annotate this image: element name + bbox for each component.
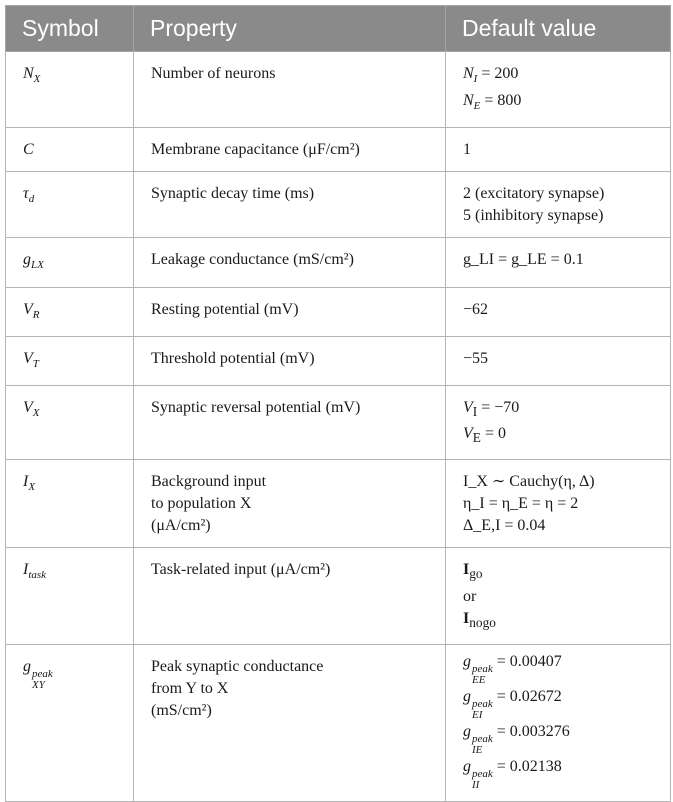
property-cell — [134, 460, 446, 548]
table-row — [6, 128, 671, 172]
property-cell: Resting potential (mV) — [134, 287, 446, 336]
value-line: g peak EI = 0.02672 — [463, 687, 562, 721]
symbol-cell: C — [6, 128, 134, 172]
header-symbol: Symbol — [6, 6, 134, 52]
symbol-cell: $V_R$ — [6, 287, 134, 336]
table-row — [6, 385, 671, 459]
property-cell: Task-related input (μA/cm²) — [134, 548, 446, 644]
parameter-table — [5, 5, 671, 802]
symbol-cell: $V_T$ — [6, 336, 134, 385]
property-line: (μA/cm²) — [151, 517, 211, 535]
property-line: to population X — [151, 495, 252, 513]
value-cell: 1 — [446, 128, 671, 172]
table-row — [6, 52, 671, 128]
value-line: $I_{go}$ — [463, 561, 483, 582]
table-row — [6, 548, 671, 644]
value-line: $I_{nogo}$ — [463, 609, 496, 630]
symbol-cell: $N_X$ — [6, 52, 134, 128]
value-line: $V_E = 0$ — [463, 425, 506, 446]
symbol-cell: $I_X$ — [6, 460, 134, 548]
symbol-cell: $I_{task}$ — [6, 548, 134, 644]
table-row — [6, 460, 671, 548]
value-line: g peak IE = 0.003276 — [463, 722, 570, 756]
table-row — [6, 644, 671, 801]
value-line: Δ_E,I = 0.04 — [463, 517, 546, 535]
property-cell: Number of neurons — [134, 52, 446, 128]
symbol-cell: $V_X$ — [6, 385, 134, 459]
value-cell — [446, 172, 671, 238]
table-row — [6, 336, 671, 385]
property-line: Peak synaptic conductance — [151, 657, 324, 675]
property-cell: Synaptic reversal potential (mV) — [134, 385, 446, 459]
value-line: $V_I = -70$ — [463, 398, 520, 420]
value-line: $N_E = 800$ — [463, 92, 522, 113]
symbol-cell: $g_{LX}$ — [6, 238, 134, 287]
symbol-cell: g peak XY — [6, 644, 134, 801]
header-row — [6, 6, 671, 52]
value-line: g peak II = 0.02138 — [463, 757, 562, 791]
table-row — [6, 172, 671, 238]
symbol-cell: $\tau_d$ — [6, 172, 134, 238]
property-line: (mS/cm²) — [151, 701, 212, 719]
property-cell: Leakage conductance (mS/cm²) — [134, 238, 446, 287]
property-cell: Membrane capacitance (μF/cm²) — [134, 128, 446, 172]
value-line: 5 (inhibitory synapse) — [463, 207, 604, 225]
table-row — [6, 287, 671, 336]
property-line: from Y to X — [151, 679, 229, 697]
property-cell: Threshold potential (mV) — [134, 336, 446, 385]
value-line: 2 (excitatory synapse) — [463, 185, 605, 203]
value-cell: g_LI = g_LE = 0.1 — [446, 238, 671, 287]
header-default-value: Default value — [446, 6, 671, 52]
property-cell: Synaptic decay time (ms) — [134, 172, 446, 238]
value-cell — [446, 460, 671, 548]
header-property: Property — [134, 6, 446, 52]
value-cell: −62 — [446, 287, 671, 336]
table-row — [6, 238, 671, 287]
value-cell — [446, 385, 671, 459]
value-cell — [446, 548, 671, 644]
value-line: I_X ∼ Cauchy(η, Δ) — [463, 473, 595, 491]
value-line: $N_I = 200$ — [463, 65, 519, 86]
value-cell — [446, 52, 671, 128]
property-line: Background input — [151, 473, 267, 491]
property-cell — [134, 644, 446, 801]
value-cell — [446, 644, 671, 801]
value-line: g peak EE = 0.00407 — [463, 652, 562, 686]
value-line: η_I = η_E = η = 2 — [463, 495, 579, 513]
value-cell: −55 — [446, 336, 671, 385]
value-line: or — [463, 587, 477, 605]
